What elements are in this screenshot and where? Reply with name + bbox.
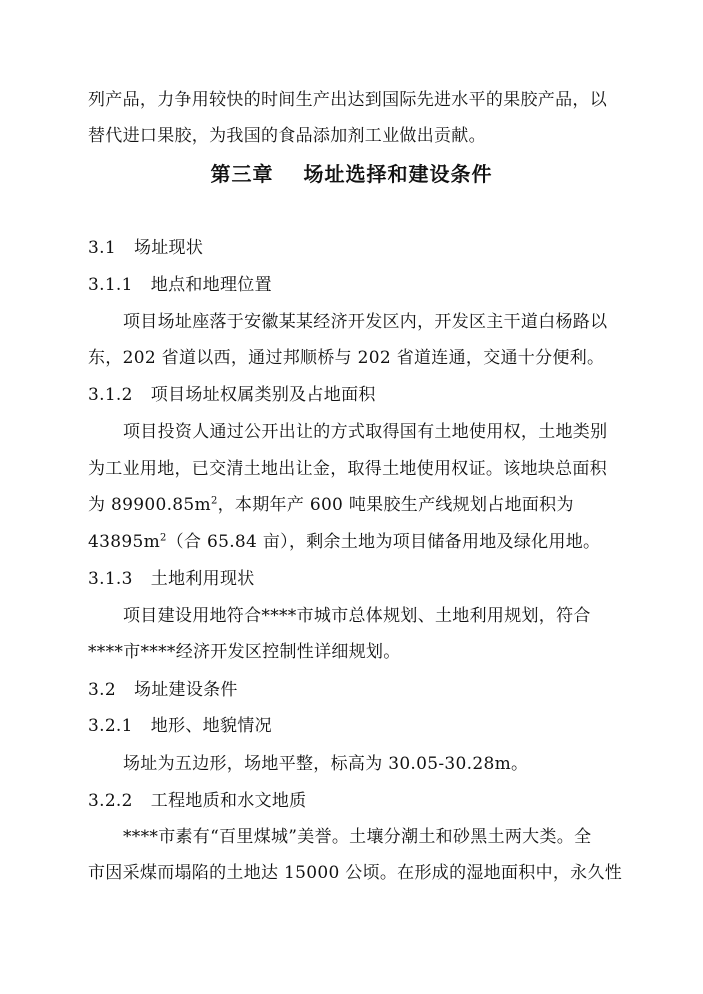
section-number: 3.1.2 <box>88 385 133 405</box>
section-heading-3-1-3 <box>88 568 255 590</box>
section-number: 3.1.3 <box>88 569 133 589</box>
section-heading-3-2-2 <box>88 790 306 812</box>
chapter-number: 第三章 <box>210 162 274 186</box>
section-title: 项目场址权属类别及占地面积 <box>150 385 376 405</box>
section-heading-3-1 <box>88 237 203 259</box>
paragraph-line: 项目投资人通过公开出让的方式取得国有土地使用权，土地类别 <box>123 422 608 442</box>
superscript: 2 <box>160 532 167 544</box>
chapter-title: 场址选择和建设条件 <box>303 162 493 186</box>
section-title: 工程地质和水文地质 <box>150 791 307 811</box>
paragraph-line <box>88 531 600 553</box>
section-heading-3-1-1 <box>88 274 272 296</box>
paragraph-line: 列产品，力争用较快的时间生产出达到国际先进水平的果胶产品，以 <box>88 90 607 110</box>
section-number: 3.1 <box>88 238 116 258</box>
section-number: 3.2.2 <box>88 791 133 811</box>
paragraph-line: 市因采煤而塌陷的土地达 15000 公顷。在形成的湿地面积中，永久性 <box>88 863 623 883</box>
section-heading-3-2-1 <box>88 715 272 737</box>
section-title: 地形、地貌情况 <box>150 716 272 736</box>
section-number: 3.1.1 <box>88 275 133 295</box>
paragraph-line: 东，202 省道以西，通过邦顺桥与 202 省道连通，交通十分便利。 <box>88 348 605 368</box>
section-number: 3.2 <box>88 680 116 700</box>
paragraph-line: ****市素有“百里煤城”美誉。土壤分潮土和砂黑土两大类。全 <box>123 827 592 847</box>
paragraph-line: ****市****经济开发区控制性详细规划。 <box>88 642 401 662</box>
section-heading-3-1-2 <box>88 384 376 406</box>
paragraph-line: 场址为五边形，场地平整，标高为 30.05-30.28m。 <box>123 754 529 774</box>
paragraph-line: 项目场址座落于安徽某某经济开发区内，开发区主干道白杨路以 <box>123 312 608 332</box>
text-span: ，本期年产 600 吨果胶生产线规划占地面积为 <box>217 495 574 515</box>
section-title: 地点和地理位置 <box>150 275 272 295</box>
section-title: 场址建设条件 <box>133 680 238 700</box>
superscript: 2 <box>210 495 218 507</box>
section-title: 场址现状 <box>133 238 204 258</box>
text-span: （合 65.84 亩），剩余土地为项目储备用地及绿化用地。 <box>166 532 601 552</box>
chapter-heading <box>0 161 703 187</box>
area-text: 43895m <box>88 532 160 552</box>
area-text: 为 89900.85m <box>88 495 211 515</box>
paragraph-line: 为工业用地，已交清土地出让金，取得土地使用权证。该地块总面积 <box>88 459 607 479</box>
section-heading-3-2 <box>88 679 238 701</box>
section-number: 3.2.1 <box>88 716 133 736</box>
paragraph-line: 项目建设用地符合****市城市总体规划、土地利用规划，符合 <box>123 606 591 626</box>
paragraph-line: 替代进口果胶，为我国的食品添加剂工业做出贡献。 <box>88 126 486 146</box>
paragraph-line <box>88 494 574 516</box>
section-title: 土地利用现状 <box>150 569 255 589</box>
